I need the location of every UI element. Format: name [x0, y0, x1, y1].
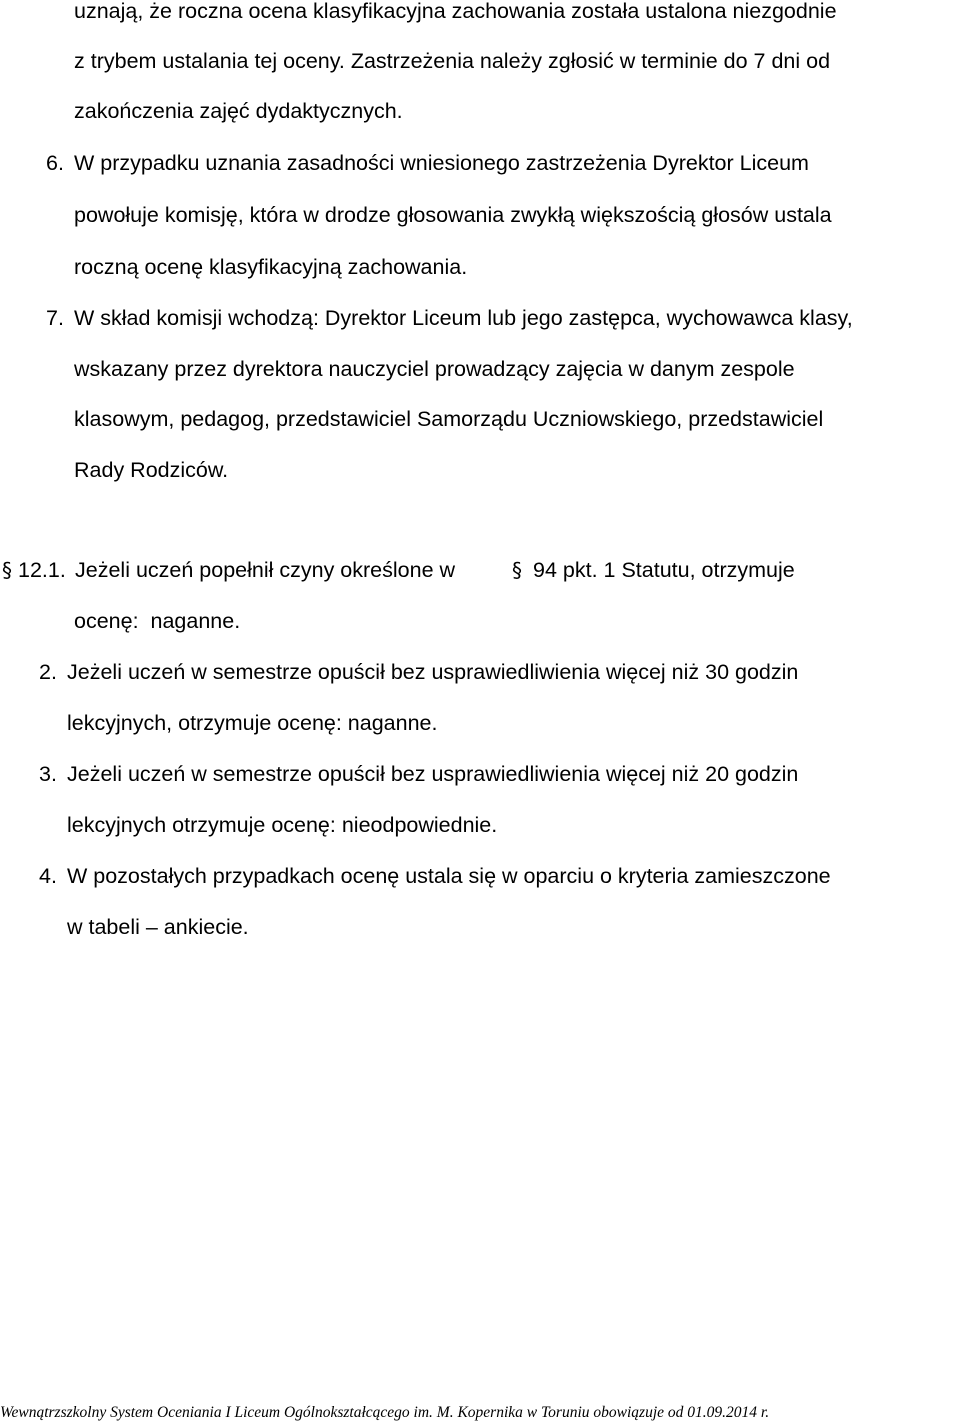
item7-line-2: wskazany przez dyrektora nauczyciel prowadzący zajęcia w danym zespole — [74, 357, 795, 381]
item6-number: 6. — [46, 151, 64, 175]
item5-line-2: z trybem ustalania tej oceny. Zastrzeżenia należy zgłosić w terminie do 7 dni od — [74, 49, 831, 73]
page-footer: Wewnątrzszkolny System Oceniania I Liceum Ogólnokształcącego im. M. Kopernika w Toruniu obowiązuje od 01.09.2014 r. — [0, 1404, 770, 1421]
p4-number: 4. — [39, 864, 57, 888]
section-symbol-inline: § — [512, 558, 522, 582]
item5-line-3: zakończenia zajęć dydaktycznych. — [74, 99, 403, 123]
item6-line-3: roczną ocenę klasyfikacyjną zachowania. — [74, 255, 468, 279]
item7-line-1: W skład komisji wchodzą: Dyrektor Liceum lub jego zastępca, wychowawca klasy, — [74, 306, 853, 330]
section-text-a: Jeżeli uczeń popełnił czyny określone w — [75, 558, 456, 582]
p2-line-1: Jeżeli uczeń w semestrze opuścił bez usprawiedliwienia więcej niż 30 godzin — [67, 660, 799, 684]
p3-line-1: Jeżeli uczeń w semestrze opuścił bez usprawiedliwienia więcej niż 20 godzin — [67, 762, 799, 786]
p4-line-2: w tabeli – ankiecie. — [67, 915, 249, 939]
section-line-2: ocenę: naganne. — [74, 609, 241, 633]
section-number: 12.1. — [18, 558, 66, 582]
p4-line-1: W pozostałych przypadkach ocenę ustala się w oparciu o kryteria zamieszczone — [67, 864, 831, 888]
p2-line-2: lekcyjnych, otrzymuje ocenę: naganne. — [67, 711, 438, 735]
item5-line-1: uznają, że roczna ocena klasyfikacyjna zachowania została ustalona niezgodnie — [74, 0, 837, 23]
item6-line-1: W przypadku uznania zasadności wniesionego zastrzeżenia Dyrektor Liceum — [74, 151, 809, 175]
p3-line-2: lekcyjnych otrzymuje ocenę: nieodpowiednie. — [67, 813, 498, 837]
item6-line-2: powołuje komisję, która w drodze głosowania zwykłą większością głosów ustala — [74, 203, 832, 227]
section-text-b: 94 pkt. 1 Statutu, otrzymuje — [533, 558, 795, 582]
section-symbol: § — [2, 558, 12, 582]
p2-number: 2. — [39, 660, 57, 684]
item7-line-4: Rady Rodziców. — [74, 458, 229, 482]
item7-line-3: klasowym, pedagog, przedstawiciel Samorządu Uczniowskiego, przedstawiciel — [74, 407, 824, 431]
p3-number: 3. — [39, 762, 57, 786]
item7-number: 7. — [46, 306, 64, 330]
